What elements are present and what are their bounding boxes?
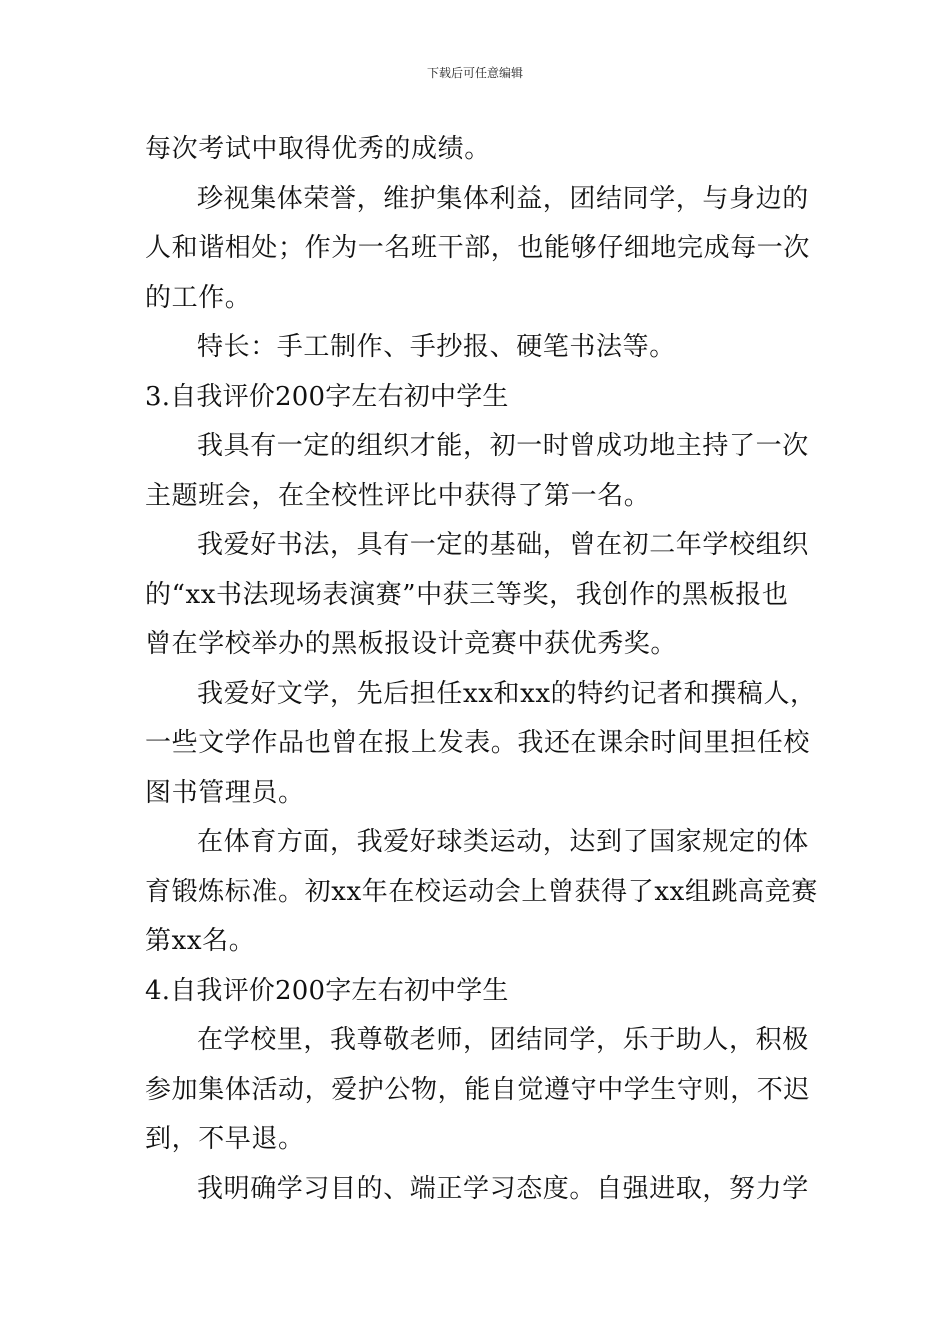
text-line: 的“xx书法现场表演赛”中获三等奖，我创作的黑板报也 xyxy=(145,579,789,610)
text-line: 我爱好书法，具有一定的基础，曾在初二年学校组织 xyxy=(197,530,809,560)
text-line: 主题班会，在全校性评比中获得了第一名。 xyxy=(145,480,651,511)
text-line: 人和谐相处；作为一名班干部，也能够仔细地完成每一次 xyxy=(145,233,811,263)
text-line: 育锻炼标准。初xx年在校运动会上曾获得了xx组跳高竞赛 xyxy=(145,876,818,907)
text-line: 我具有一定的组织才能，初一时曾成功地主持了一次 xyxy=(197,431,809,461)
text-line: 每次考试中取得优秀的成绩。 xyxy=(145,134,491,164)
text-line: 一些文学作品也曾在报上发表。我还在课余时间里担任校 xyxy=(145,728,811,758)
text-line: 第xx名。 xyxy=(145,926,256,956)
text-line: 在学校里，我尊敬老师，团结同学，乐于助人，积极 xyxy=(197,1025,809,1055)
section-heading: 4.自我评价200字左右初中学生 xyxy=(145,975,509,1006)
section-heading: 3.自我评价200字左右初中学生 xyxy=(145,381,509,412)
document-body xyxy=(145,125,818,1214)
text-line: 图书管理员。 xyxy=(145,777,305,808)
text-line: 参加集体活动，爱护公物，能自觉遵守中学生守则，不迟 xyxy=(145,1074,811,1105)
text-line: 特长：手工制作、手抄报、硬笔书法等。 xyxy=(197,332,676,362)
text-line: 我明确学习目的、端正学习态度。自强进取，努力学 xyxy=(197,1173,809,1204)
text-line: 到，不早退。 xyxy=(145,1124,305,1154)
page-header: 下载后可任意编辑 xyxy=(426,66,523,80)
text-line: 在体育方面，我爱好球类运动，达到了国家规定的体 xyxy=(197,827,809,857)
text-line: 的工作。 xyxy=(145,282,252,313)
text-line: 我爱好文学，先后担任xx和xx的特约记者和撰稿人， xyxy=(197,678,817,709)
text-line: 曾在学校举办的黑板报设计竞赛中获优秀奖。 xyxy=(145,629,678,659)
text-line: 珍视集体荣誉，维护集体利益，团结同学，与身边的 xyxy=(197,183,809,214)
